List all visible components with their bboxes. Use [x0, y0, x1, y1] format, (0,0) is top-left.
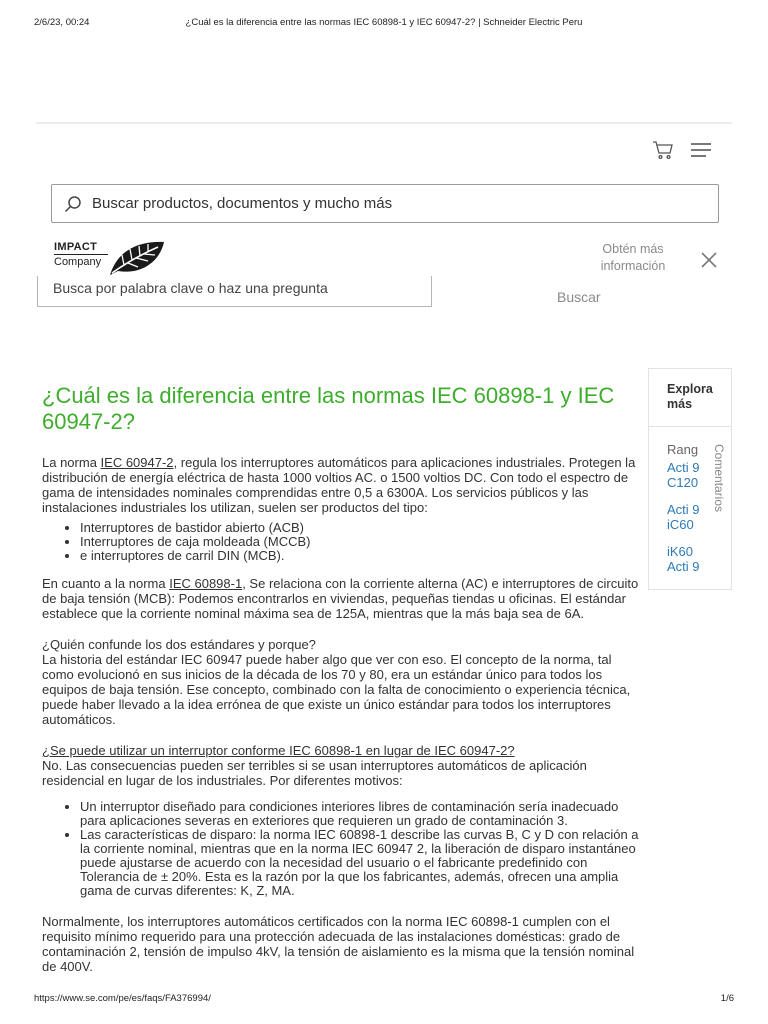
impact-company-logo[interactable]	[52, 238, 172, 280]
iec-60947-2-link[interactable]: IEC 60947-2	[100, 455, 174, 470]
faq-search-button[interactable]: Buscar	[557, 289, 601, 305]
list-item: • Interruptores de caja moldeada (MCCB)	[80, 535, 644, 549]
impact-logo-line1: IMPACT	[54, 241, 98, 253]
menu-icon[interactable]	[690, 141, 712, 159]
print-page-title: ¿Cuál es la diferencia entre las normas IEC 60898-1 y IEC 60947-2? | Schneider Electric Peru	[185, 17, 583, 28]
explore-link[interactable]: Acti 9	[667, 559, 700, 574]
list-item: • e interruptores de carril DIN (MCB).	[80, 549, 644, 563]
more-info-link[interactable]: Obtén más información	[600, 242, 666, 273]
explore-title: Explora más	[667, 382, 713, 411]
iec-60898-1-link[interactable]: IEC 60898-1	[169, 576, 243, 591]
question-substitution[interactable]	[42, 743, 644, 758]
reasons-list	[80, 800, 644, 898]
print-date: 2/6/23, 00:24	[34, 17, 90, 28]
explore-link[interactable]: iC60	[667, 517, 694, 532]
question-substitution-link[interactable]: ¿Se puede utilizar un interruptor conforme IEC 60898-1 en lugar de IEC 60947-2?	[42, 743, 515, 758]
explore-link[interactable]: iK60	[667, 544, 694, 559]
paragraph-consequences: No. Las consecuencias pueden ser terribles si se usan interruptores automáticos de aplicación residencial en lugar de los industriales. Por diferentes motivos:	[42, 758, 587, 788]
paragraph-history: La historia del estándar IEC 60947 puede haber algo que ver con eso. El concepto de la norma, tal como evolucionó en sus inicios de la década de los 70 y 80, era un estándar único para todos los equipos de baja tensión. Ese concepto, combinado con la falta de conocimiento o experiencia técnica, puede haber llevado a la idea errónea de que existe un único estándar para todos los interruptores automáticos.	[42, 652, 631, 727]
comments-tab-label: Comentarios	[712, 443, 726, 513]
p2-text: , Se relaciona con la corriente alterna (AC) e interruptores de circuito de baja tensión (MCB): Podemos encontrarlos en viviendas, pequeñas tiendas u oficinas. El estándar establece que la corriente nominal máxima sea de 125A, mientras que la más baja sea de 6A.	[42, 576, 639, 621]
list-item: • Un interruptor diseñado para condiciones interiores libres de contaminación sería inadecuado para aplicaciones severas en exteriores que requieren un grado de contaminación 3.	[80, 800, 644, 828]
search-placeholder: Buscar productos, documentos y mucho más	[92, 195, 393, 212]
comments-tab[interactable]	[709, 441, 725, 521]
faq-article	[42, 383, 644, 974]
p1-text: La norma	[42, 455, 101, 470]
search-icon	[64, 195, 82, 213]
paragraph-iec60898	[42, 576, 644, 621]
cart-icon[interactable]	[652, 140, 674, 160]
leaf-icon	[108, 239, 166, 277]
explore-link[interactable]: C120	[667, 475, 699, 490]
close-icon[interactable]	[700, 251, 718, 269]
page-title: ¿Cuál es la diferencia entre las normas IEC 60898-1 y IEC 60947-2?	[42, 383, 615, 434]
impact-logo-rule	[54, 254, 108, 255]
faq-search-placeholder: Busca por palabra clave o haz una pregunta	[53, 280, 328, 296]
question-confusion: ¿Quién confunde los dos estándares y porque?	[42, 637, 316, 652]
p1-text: , regula los interruptores automáticos para aplicaciones industriales. Protegen la distribución de energía eléctrica de hasta 1000 voltios AC. o 1500 voltios DC. Con todo el espectro de gama de intensidades nominales comprendidas entre 0,5 a 6300A. Los servicios públicos y las instalaciones industriales los utilizan, suelen ser productos del tipo:	[42, 455, 636, 515]
print-page-number: 1/6	[720, 993, 734, 1004]
explore-range-label: Rang	[667, 442, 699, 457]
breaker-types-list	[80, 521, 644, 563]
paragraph-iec60947	[42, 455, 644, 515]
explore-divider	[649, 426, 731, 427]
paragraph-conclusion: Normalmente, los interruptores automáticos certificados con la norma IEC 60898-1 cumplen con el requisito mínimo requerido para una protección adecuada de las instalaciones domésticas: grado de contaminación 2, tensión de impulso 4kV, la tensión de aislamiento es la misma que la tensión nominal de 400V.	[42, 914, 635, 974]
explore-link[interactable]: Acti 9	[667, 502, 700, 517]
explore-link[interactable]: Acti 9	[667, 460, 700, 475]
print-url: https://www.se.com/pe/es/faqs/FA376994/	[34, 993, 211, 1004]
faq-search-input[interactable]	[37, 276, 432, 307]
p2-text: En cuanto a la norma	[42, 576, 170, 591]
list-item: • Interruptores de bastidor abierto (ACB)	[80, 521, 644, 535]
site-search-input[interactable]	[51, 184, 719, 223]
explore-panel	[648, 368, 732, 590]
list-item: • Las características de disparo: la norma IEC 60898-1 describe las curvas B, C y D con relación a la corriente nominal, mientras que en la norma IEC 60947 2, la liberación de disparo instantáneo puede ajustarse de acuerdo con la necesidad del usuario o el fabricante predefinido con Tolerancia de ± 20%. Esta es la razón por la que los fabricantes, además, ofrecen una amplia gama de curvas diferentes: K, Z, MA.	[80, 828, 644, 898]
header-divider	[36, 122, 732, 124]
impact-logo-line2: Company	[54, 256, 102, 268]
